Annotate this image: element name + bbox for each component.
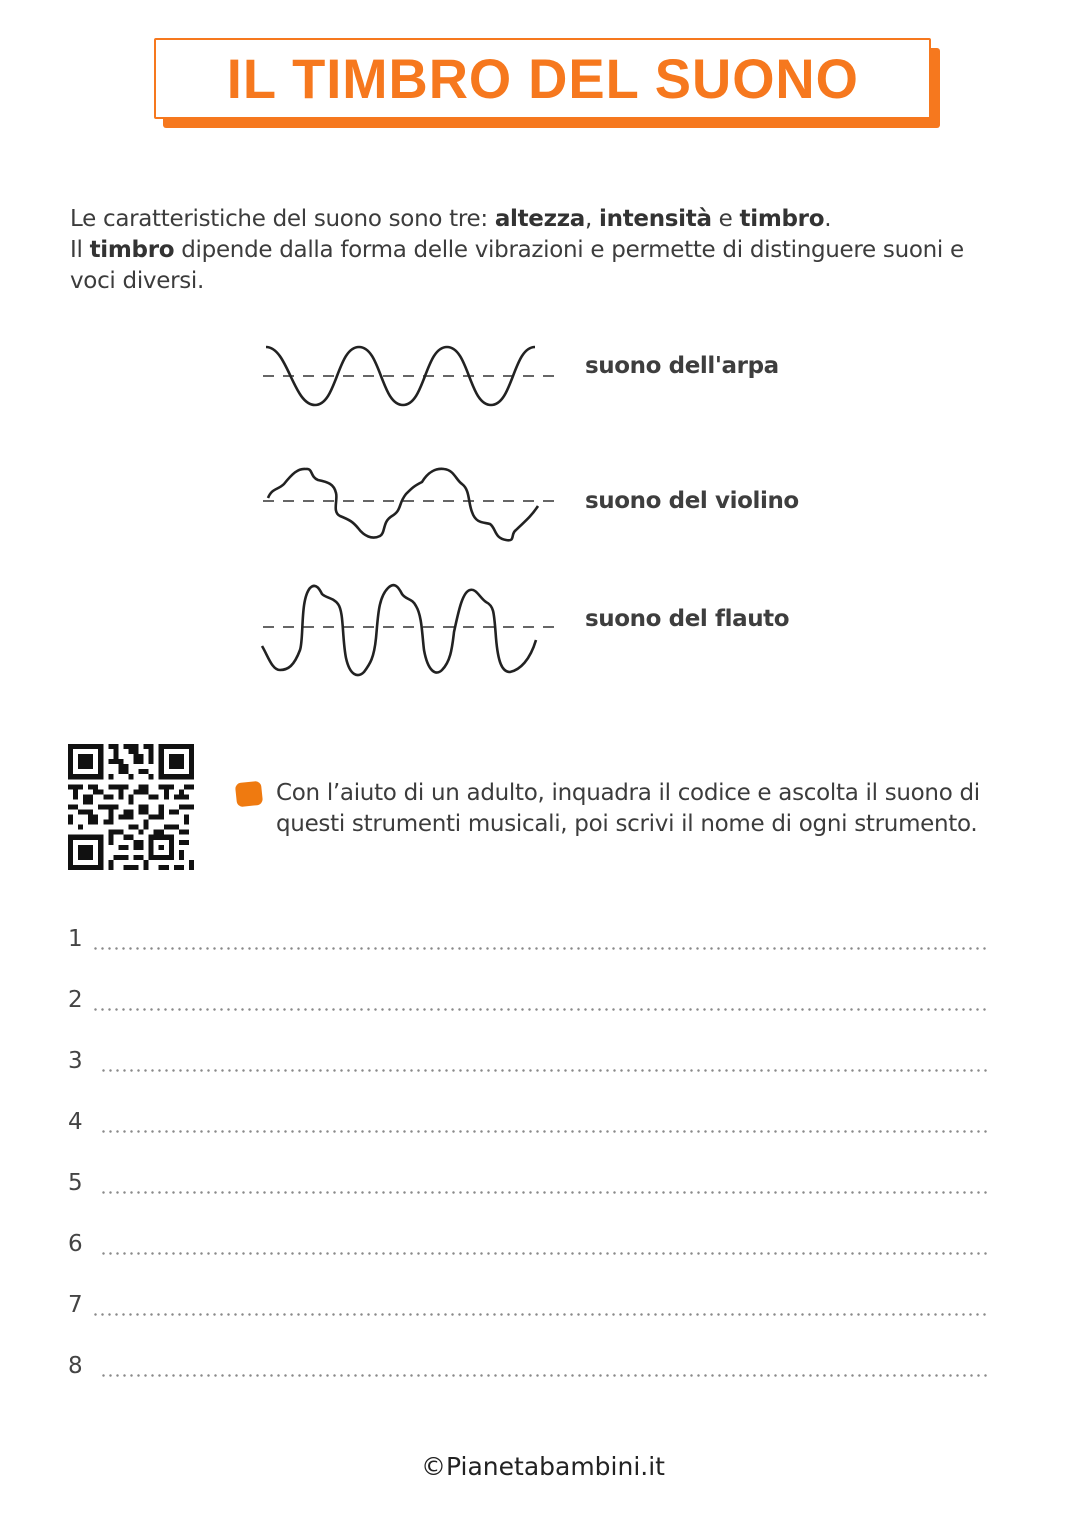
dotted-write-line[interactable] bbox=[92, 1008, 990, 1011]
intro-text: Le caratteristiche del suono sono tre: bbox=[70, 206, 495, 232]
sine-wave-icon bbox=[258, 335, 568, 425]
flute-wave-icon bbox=[258, 578, 568, 678]
wave-label-flauto: suono del flauto bbox=[585, 606, 790, 632]
title-box bbox=[154, 38, 931, 119]
wave-row-arpa bbox=[258, 335, 858, 445]
wave-row-flauto bbox=[258, 578, 858, 688]
dotted-write-line[interactable] bbox=[100, 1374, 990, 1377]
dotted-write-line[interactable] bbox=[92, 947, 990, 950]
qr-code-icon[interactable] bbox=[68, 744, 194, 870]
answer-line-4[interactable] bbox=[68, 1109, 990, 1139]
dotted-write-line[interactable] bbox=[92, 1313, 990, 1316]
answer-number: 7 bbox=[68, 1292, 83, 1318]
answer-line-5[interactable] bbox=[68, 1170, 990, 1200]
dotted-write-line[interactable] bbox=[100, 1130, 990, 1133]
answer-line-6[interactable] bbox=[68, 1231, 990, 1261]
instruction-text: Con l’aiuto di un adulto, inquadra il codice e ascolta il suono di questi strumenti musicali, poi scrivi il nome di ogni strumento. bbox=[276, 780, 980, 837]
answer-number: 6 bbox=[68, 1231, 83, 1257]
intro-paragraph bbox=[70, 204, 1010, 297]
answer-line-7[interactable] bbox=[68, 1292, 990, 1322]
answer-line-3[interactable] bbox=[68, 1048, 990, 1078]
qr-code-graphic bbox=[68, 744, 194, 870]
separator: , bbox=[585, 206, 600, 232]
answer-line-1[interactable] bbox=[68, 926, 990, 956]
title-banner bbox=[154, 38, 940, 130]
answer-number: 3 bbox=[68, 1048, 83, 1074]
page-title: IL TIMBRO DEL SUONO bbox=[226, 46, 859, 110]
wave-row-violino bbox=[258, 460, 858, 570]
answer-number: 2 bbox=[68, 987, 83, 1013]
intro-text: dipende dalla forma delle vibrazioni e permette di distinguere suoni e voci diversi. bbox=[70, 237, 964, 294]
answer-line-8[interactable] bbox=[68, 1353, 990, 1383]
keyword-timbro: timbro bbox=[739, 206, 825, 232]
intro-text: Il bbox=[70, 237, 90, 263]
irregular-wave-icon bbox=[258, 460, 568, 550]
keyword-altezza: altezza bbox=[494, 206, 586, 232]
orange-bullet-icon bbox=[235, 781, 263, 808]
keyword-intensita: intensità bbox=[599, 206, 712, 232]
dotted-write-line[interactable] bbox=[100, 1069, 990, 1072]
keyword-timbro-2: timbro bbox=[89, 237, 175, 263]
wave-label-arpa: suono dell'arpa bbox=[585, 353, 779, 379]
answer-number: 8 bbox=[68, 1353, 83, 1379]
dotted-write-line[interactable] bbox=[100, 1191, 990, 1194]
answer-line-2[interactable] bbox=[68, 987, 990, 1017]
footer-copyright: ©Pianetabambini.it bbox=[421, 1452, 665, 1481]
dotted-write-line[interactable] bbox=[100, 1252, 990, 1255]
answer-number: 1 bbox=[68, 926, 83, 952]
separator: e bbox=[711, 206, 740, 232]
wave-label-violino: suono del violino bbox=[585, 488, 799, 514]
answer-number: 5 bbox=[68, 1170, 83, 1196]
period: . bbox=[824, 206, 832, 232]
answer-number: 4 bbox=[68, 1109, 83, 1135]
